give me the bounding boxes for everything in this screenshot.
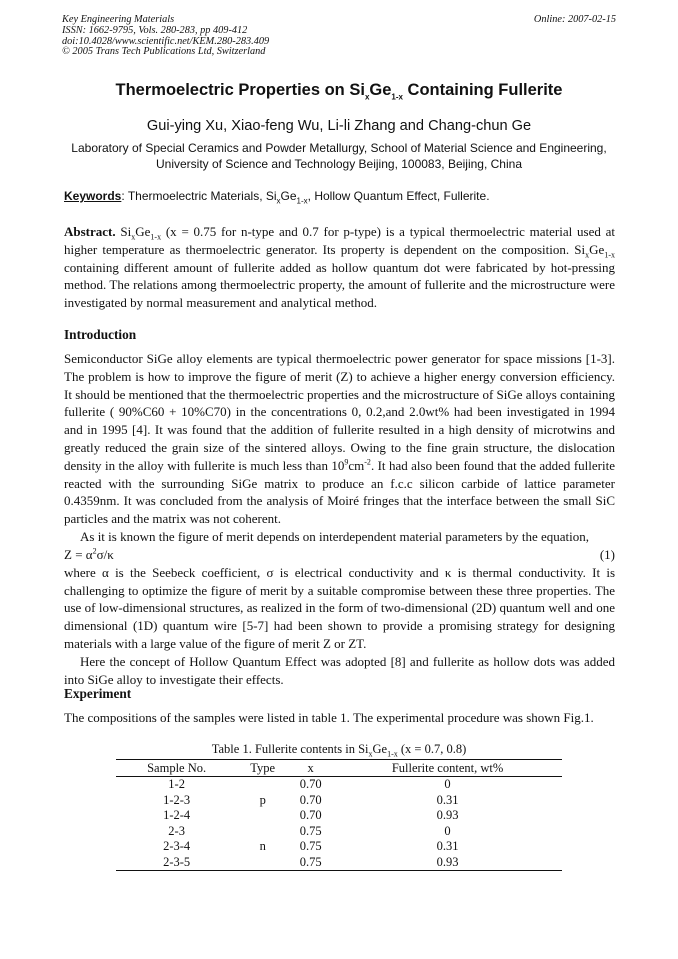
table-cell: 2-3 <box>168 823 185 838</box>
keywords-text: Thermoelectric Materials, Si <box>124 189 277 203</box>
abstract-text: containing different amount of fullerite added as hollow quantum dot were fabricated by hot-pressing method. The relations among thermoelectric property, the amount of fullerite and the microstructure were investigated by normal measurement and analytical method. <box>64 259 615 311</box>
caption-text: Table 1. Fullerite contents in Si <box>211 742 369 756</box>
abstract <box>64 223 615 312</box>
equation-1 <box>64 546 615 564</box>
table-cell <box>237 777 288 793</box>
journal-name: Key Engineering Materials <box>62 14 175 25</box>
table-cell: 0 <box>444 823 451 838</box>
title-text: Thermoelectric Properties on Si <box>115 81 365 99</box>
caption-subscript: x <box>368 749 373 759</box>
table-cell: 0.70 <box>299 777 322 792</box>
intro-text: Semiconductor SiGe alloy elements are typical thermoelectric power generator for space missions [1-3]. The problem is how to improve the figure of merit (Z) to achieve a higher energy conversion efficiency. It should be mentioned that the thermoelectric properties and the microstructure of SiGe alloys containing fullerite ( 90%C60 + 10%C70) in the concentrations 0, 0.2,and 2.0wt% had been investigated in 1994 and in 1995 [4]. It was found that the addition of fullerite resulted in a high density of microtwins and greatly reduced the grain size of the sintered alloys. Owing to the fine grain structure, the dislocation density in the alloy with fullerite is much less than 10 <box>64 351 615 473</box>
abstract-text: Si <box>115 224 132 239</box>
affiliation-line: University of Science and Technology Beijing, 100083, Beijing, China <box>155 157 522 171</box>
title-subscript: x <box>364 92 370 102</box>
table-header-row <box>116 760 562 777</box>
experiment-body <box>64 709 615 727</box>
keywords-subscript: x <box>276 196 281 206</box>
keywords-subscript: 1-x <box>296 196 308 206</box>
column-header: Fullerite content, wt% <box>333 760 562 777</box>
abstract-text: Ge <box>589 241 605 257</box>
table-cell: 0.75 <box>299 839 322 854</box>
intro-paragraph: Here the concept of Hollow Quantum Effect was adopted [8] and fullerite as hollow dots was added into SiGe alloy to investigate their effects. <box>64 653 615 687</box>
intro-text: . It had also been found that the added fullerite reacted with the surrounding SiGe matrix to produce an f.c.c silicon carbide of lattice parameter 0.4359nm. It was concluded from the analysis of Moiré fringes that the interface between the small SiC particles and the matrix was not coherent. <box>64 457 615 527</box>
equation-number: (1) <box>599 546 615 562</box>
abstract-subscript: x <box>131 232 136 242</box>
table-cell: p <box>259 792 266 807</box>
experiment-paragraph: The compositions of the samples were listed in table 1. The experimental procedure was shown Fig.1. <box>64 710 594 725</box>
table-row <box>116 808 562 824</box>
keywords-colon: : <box>121 189 125 203</box>
intro-paragraph <box>64 350 615 528</box>
introduction-heading: Introduction <box>64 327 137 342</box>
table-cell <box>237 824 288 840</box>
table-cell: 0.93 <box>333 855 562 871</box>
table-cell: 1-2-4 <box>163 808 191 823</box>
superscript: -2 <box>364 457 371 467</box>
table-cell: 2-3-4 <box>163 839 191 854</box>
introduction-body <box>64 350 615 688</box>
table-caption <box>0 742 678 757</box>
intro-paragraph: where α is the Seebeck coefficient, σ is electrical conductivity and κ is thermal conductivity. It is challenging to optimize the figure of merit by a suitable compromise between these three properties. The use of low-dimensional structures, as realized in the form of two-dimensional (2D) quantum well and one dimensional (1D) quantum wire [5-7] had been shown to provide a promising strategy for designing materials with a large value of the figure of merit Z or ZT. <box>64 564 615 651</box>
column-header: Type <box>237 760 288 777</box>
equation-text: σ/κ <box>96 546 114 562</box>
abstract-text: Ge <box>135 224 151 239</box>
abstract-subscript: 1-x <box>150 232 162 242</box>
table-cell: 1-2-3 <box>163 792 191 807</box>
equation-superscript: 2 <box>92 546 97 556</box>
column-header: x <box>288 760 333 777</box>
table-cell: 0 <box>444 777 451 792</box>
superscript: 9 <box>344 457 349 467</box>
table-cell: 1-2 <box>168 777 185 792</box>
title-text: Ge <box>369 81 392 99</box>
table-cell: n <box>259 839 266 854</box>
online-date: Online: 2007-02-15 <box>533 14 616 25</box>
affiliation <box>0 140 678 172</box>
caption-text: (x = 0.7, 0.8) <box>397 742 467 756</box>
table-cell: 2-3-5 <box>116 855 237 871</box>
doi-line: doi:10.4028/www.scientific.net/KEM.280-283.409 <box>62 35 270 47</box>
caption-subscript: 1-x <box>387 749 398 759</box>
abstract-label: Abstract. <box>64 224 116 239</box>
table-row <box>116 824 562 840</box>
table-cell <box>237 855 288 871</box>
keywords-label: Keywords <box>64 189 122 203</box>
table-row <box>116 855 562 871</box>
abstract-subscript: x <box>585 250 590 260</box>
abstract-text: (x = 0.75 for n-type and 0.7 for p-type) is a typical thermoelectric material used at higher temperature as thermoelectric generator. Its property is dependent on the composition. Si <box>64 224 615 257</box>
table-cell: 0.31 <box>436 792 459 807</box>
table-cell: 0.75 <box>299 823 322 838</box>
author-list: Gui-ying Xu, Xiao-feng Wu, Li-li Zhang and Chang-chun Ge <box>146 118 532 134</box>
fullerite-table <box>116 759 562 871</box>
table-cell <box>237 808 288 824</box>
table-row <box>116 777 562 793</box>
table-cell: 0.70 <box>299 792 322 807</box>
table-row <box>116 839 562 855</box>
table-cell: 0.31 <box>436 839 459 854</box>
column-header: Sample No. <box>116 760 237 777</box>
copyright-line: © 2005 Trans Tech Publications Ltd, Switzerland <box>62 46 266 58</box>
table-cell: 0.70 <box>299 808 322 823</box>
intro-text: cm <box>348 457 365 473</box>
page-header <box>62 15 616 58</box>
table-cell: 0.93 <box>436 808 459 823</box>
table-row <box>116 793 562 809</box>
table-cell: 0.75 <box>288 855 333 871</box>
intro-paragraph: As it is known the figure of merit depends on interdependent material parameters by the equation, <box>80 528 590 544</box>
experiment-heading: Experiment <box>64 686 132 701</box>
keywords-text: Ge <box>280 189 297 203</box>
caption-text: Ge <box>372 742 388 756</box>
issn-line: ISSN: 1662-9795, Vols. 280-283, pp 409-412 <box>62 24 248 36</box>
paper-title <box>0 81 678 100</box>
equation-text: Z = α <box>64 546 93 562</box>
abstract-subscript: 1-x <box>604 250 615 260</box>
title-text: Containing Fullerite <box>402 81 563 99</box>
keywords <box>64 189 616 206</box>
keywords-text: , Hollow Quantum Effect, Fullerite. <box>307 189 490 203</box>
affiliation-line: Laboratory of Special Ceramics and Powder Metallurgy, School of Material Science and Engineering, <box>71 141 607 155</box>
title-subscript: 1-x <box>391 92 403 102</box>
